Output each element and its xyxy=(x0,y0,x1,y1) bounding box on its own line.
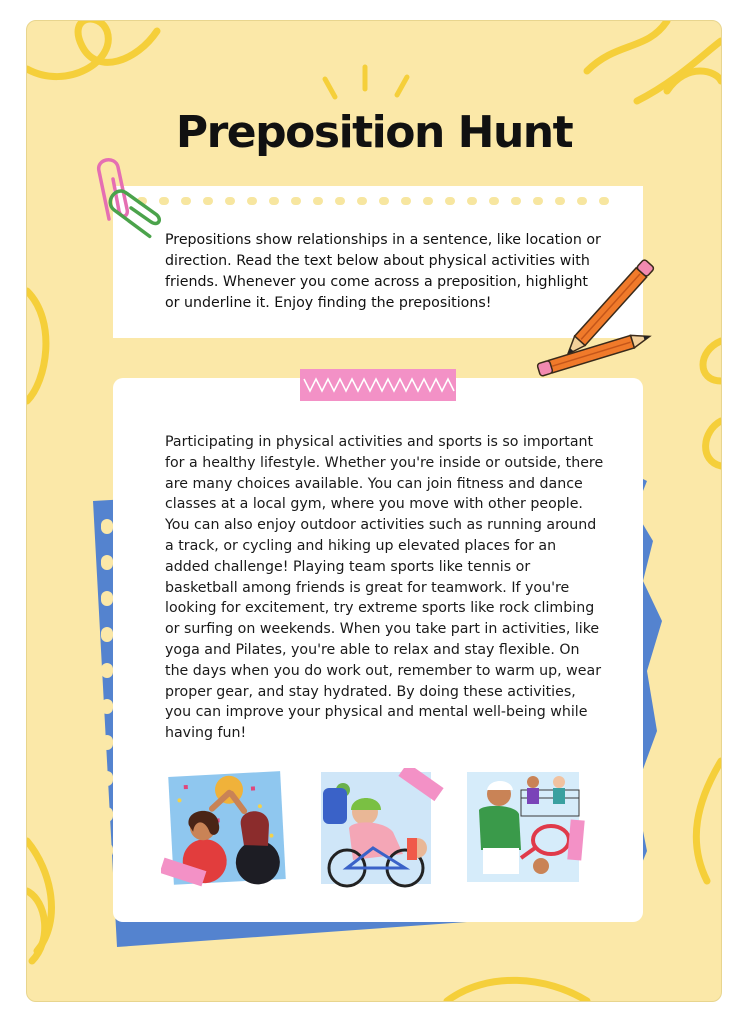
tennis-photo xyxy=(461,770,591,890)
intro-text: Prepositions show relationships in a sentence, like location or direction. Read the text below about physical activities with friends. Whenever you come across a preposition, highlight or underline it. Enjoy finding the prepositions! xyxy=(165,232,601,311)
washi-tape-decoration xyxy=(300,369,456,401)
worksheet-page xyxy=(26,20,722,1002)
dance-photo xyxy=(161,768,291,893)
passage-card xyxy=(113,378,643,922)
paper-clip-icon xyxy=(91,149,161,245)
page-title: Preposition Hunt xyxy=(175,107,573,158)
card-dots xyxy=(113,194,643,210)
passage-text: Participating in physical activities and sports is so important for a healthy lifestyle. Whether you're inside or outside, there are many choices available. You can join fitness and dance classes at a local gym, where you move with other people. You can also enjoy outdoor activities such as running around a track, or cycling and hiking up elevated places for an added challenge! Playing team sports like tennis or basketball among friends is great for teamwork. If you're looking for excitement, try extreme sports like rock climbing or surfing on weekends. When you take part in activities, like yoga and Pilates, you're able to relax and stay flexible. On the days when you do work out, remember to warm up, wear proper gear, and stay hydrated. By doing these activities, you can improve your physical and mental well-being while having fun! xyxy=(165,434,604,742)
cycling-photo xyxy=(313,768,453,893)
